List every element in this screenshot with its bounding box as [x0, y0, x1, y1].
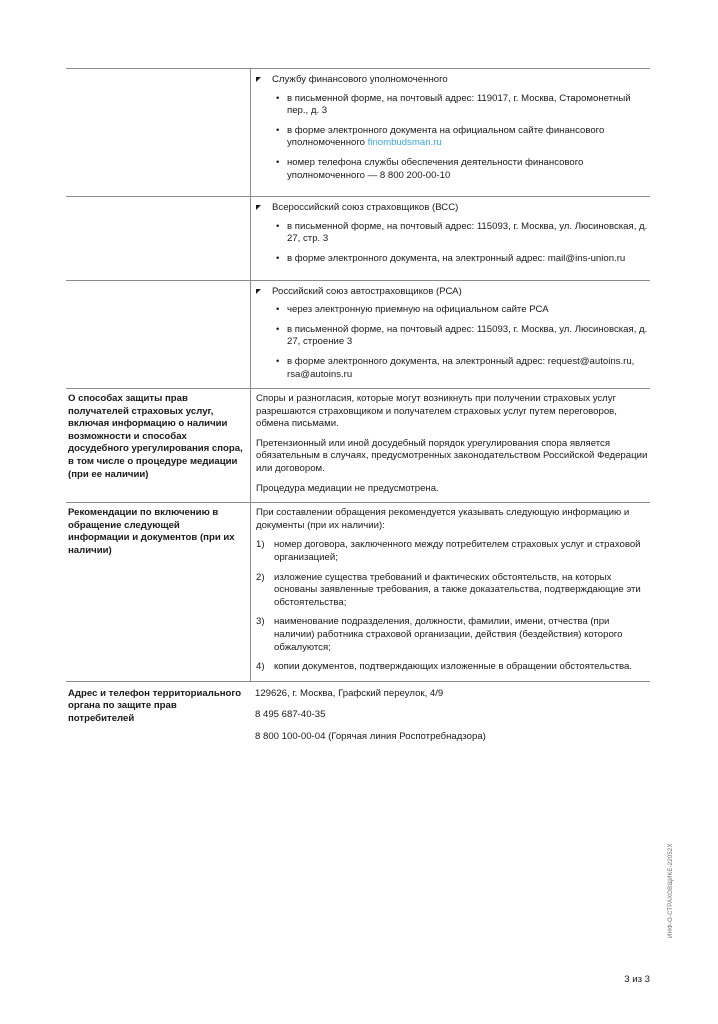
- numbered-item: 1) номер договора, заключенного между потребителем страховых услуг и страховой организацией;: [256, 539, 641, 564]
- bullet-icon: •: [276, 156, 280, 168]
- list-item: • в письменной форме, на почтовый адрес: 115093, г. Москва, ул. Люсиновская, д. 27, строение 3: [276, 323, 648, 348]
- paragraph: При составлении обращения рекомендуется указывать следующую информацию и документы (при их наличии):: [256, 507, 630, 531]
- paragraph: Процедура медиации не предусмотрена.: [256, 482, 439, 494]
- bullet-icon: •: [276, 304, 280, 316]
- document-code: ИНФ-О-СТРАХОВЩИКЕ-22052Х: [668, 843, 674, 938]
- numbered-item: 4) копии документов, подтверждающих изложенные в обращении обстоятельства.: [256, 661, 632, 673]
- table-row-protection: [66, 388, 650, 502]
- bullet-icon: •: [276, 124, 280, 136]
- hotline-line: 8 800 100-00-04 (Горячая линия Роспотребнадзора): [255, 730, 486, 742]
- finombudsman-link[interactable]: finombudsman.ru: [367, 137, 442, 149]
- list-item: • в форме электронного документа, на электронный адрес: request@autoins.ru, rsa@autoins.ru: [276, 355, 635, 380]
- triangle-marker-icon: [256, 205, 261, 210]
- table-row-rsa: [66, 280, 650, 389]
- bullet-icon: •: [276, 220, 280, 232]
- triangle-marker-icon: [256, 289, 261, 294]
- page-number: 3 из 3: [624, 974, 650, 985]
- triangle-marker-icon: [256, 77, 261, 82]
- bullet-icon: •: [276, 92, 280, 104]
- org-title: Российский союз автостраховщиков (РСА): [256, 286, 650, 299]
- table-row-recommendations: [66, 502, 650, 681]
- table-row-address: [66, 681, 650, 758]
- info-table: [66, 68, 650, 758]
- table-row-vss: [66, 196, 650, 279]
- list-item: • в письменной форме, на почтовый адрес: 119017, г. Москва, Старомонетный пер., д. 3: [276, 92, 631, 117]
- bullet-icon: •: [276, 252, 280, 264]
- list-item: • в форме электронного документа, на электронный адрес: mail@ins-union.ru: [276, 252, 626, 264]
- bullet-icon: •: [276, 323, 280, 335]
- row-label: Рекомендации по включению в обращение следующей информации и документов (при их наличии): [68, 507, 235, 557]
- list-item: • через электронную приемную на официальном сайте РСА: [276, 304, 549, 316]
- list-item: • номер телефона службы обеспечения деятельности финансового уполномоченного — 8 800 200-00-10: [276, 156, 584, 181]
- numbered-item: 3) наименование подразделения, должности, фамилии, имени, отчества (при наличии) работника страховой организации, действия (бездействия) которого обжалуются;: [256, 616, 623, 653]
- paragraph: Споры и разногласия, которые могут возникнуть при получении страховых услуг разрешаются страховщиком и получателем страховых услуг путем переговоров, обмена письмами.: [256, 393, 617, 430]
- address-line: 129626, г. Москва, Графский переулок, 4/9: [255, 687, 444, 699]
- list-item: • в письменной форме, на почтовый адрес: 115093, г. Москва, ул. Люсиновская, д. 27, стр. 3: [276, 220, 648, 245]
- paragraph: Претензионный или иной досудебный порядок урегулирования спора является обязательным в случаях, предусмотренных законодательством Российской Федерации или договором.: [256, 437, 648, 475]
- phone-line: 8 495 687-40-35: [255, 709, 326, 721]
- org-title: Всероссийский союз страховщиков (ВСС): [256, 202, 650, 215]
- list-item: • в форме электронного документа на официальном сайте финансового уполномоченного finombudsman.ru: [276, 124, 605, 149]
- row-label: О способах защиты прав получателей страховых услуг, включая информацию о наличии возможности и способах досудебного урегулирования спора, в том числе о процедуре медиации (при ее наличии): [68, 393, 243, 480]
- bullet-icon: •: [276, 355, 280, 367]
- row-label: Адрес и телефон территориального органа по защите прав потребителей: [68, 687, 242, 724]
- org-title: Службу финансового уполномоченного: [256, 74, 650, 87]
- table-row-financial-ombudsman: [66, 68, 650, 196]
- numbered-item: 2) изложение существа требований и фактических обстоятельств, на которых основаны заявленные требования, а также доказательства, подтверждающие эти обстоятельства;: [256, 571, 641, 608]
